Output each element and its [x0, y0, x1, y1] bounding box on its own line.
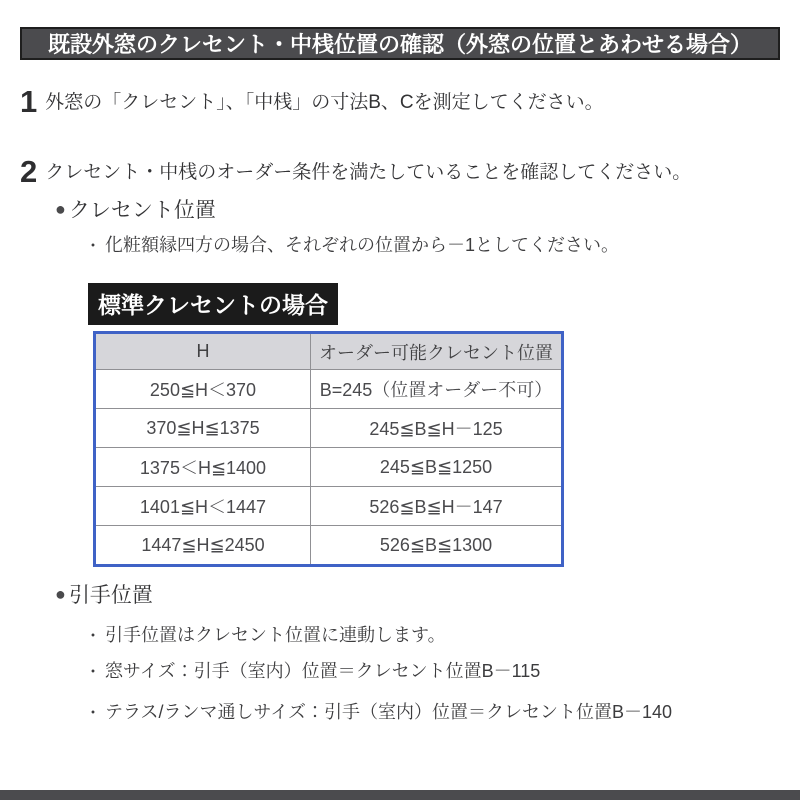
table-cell-order-range: 526≦B≦H－147: [311, 487, 563, 526]
bullet-icon: ●: [55, 583, 66, 604]
handle-position-label: 引手位置: [68, 584, 153, 607]
handle-note: [85, 698, 672, 724]
dot-icon: ・: [85, 664, 102, 681]
table-header-order: オーダー可能クレセント位置: [311, 333, 563, 370]
bottom-divider-bar: [0, 790, 800, 800]
dot-icon: ・: [85, 238, 102, 255]
table-cell-h-range: 370≦H≦1375: [95, 409, 311, 448]
standard-crescent-label: 標準クレセントの場合: [88, 283, 338, 325]
table-header-h: H: [95, 333, 311, 370]
table-row: [95, 409, 563, 448]
dot-icon: ・: [85, 628, 102, 645]
crescent-position-heading: [55, 194, 216, 224]
table-header-row: [95, 333, 563, 370]
section-title: 既設外窓のクレセント・中桟位置の確認（外窓の位置とあわせる場合）: [47, 32, 752, 57]
section-title-bar: [20, 27, 780, 60]
table-cell-order-range: 245≦B≦H－125: [311, 409, 563, 448]
table-row: [95, 448, 563, 487]
table-cell-h-range: 1375＜H≦1400: [95, 448, 311, 487]
handle-note: [85, 657, 540, 683]
step-2: [20, 154, 692, 189]
table-row: [95, 487, 563, 526]
step-1-number: 1: [20, 84, 38, 119]
crescent-position-label: クレセント位置: [68, 199, 216, 222]
table-cell-h-range: 250≦H＜370: [95, 370, 311, 409]
table-row: [95, 526, 563, 566]
dot-icon: ・: [85, 705, 102, 722]
crescent-note: [85, 231, 619, 257]
table-cell-h-range: 1447≦H≦2450: [95, 526, 311, 566]
handle-note-text: テラス/ランマ通しサイズ：引手（室内）位置＝クレセント位置B－140: [105, 702, 673, 722]
table-cell-order-range: 526≦B≦1300: [311, 526, 563, 566]
handle-note-text: 引手位置はクレセント位置に連動します。: [105, 625, 446, 645]
step-1-text: 外窓の「クレセント」、「中桟」の寸法B、Cを測定してください。: [45, 92, 604, 113]
step-2-text: クレセント・中桟のオーダー条件を満たしていることを確認してください。: [45, 162, 692, 183]
crescent-note-text: 化粧額縁四方の場合、それぞれの位置から－1としてください。: [105, 235, 620, 255]
table-cell-order-range: B=245（位置オーダー不可）: [311, 370, 563, 409]
table-cell-order-range: 245≦B≦1250: [311, 448, 563, 487]
step-1: [20, 84, 604, 119]
step-2-number: 2: [20, 154, 38, 189]
table-cell-h-range: 1401≦H＜1447: [95, 487, 311, 526]
handle-note: [85, 621, 446, 647]
handle-note-text: 窓サイズ：引手（室内）位置＝クレセント位置B－115: [105, 661, 541, 681]
crescent-position-table: [93, 331, 564, 567]
table-row: [95, 370, 563, 409]
bullet-icon: ●: [55, 198, 66, 219]
handle-position-heading: [55, 579, 153, 609]
